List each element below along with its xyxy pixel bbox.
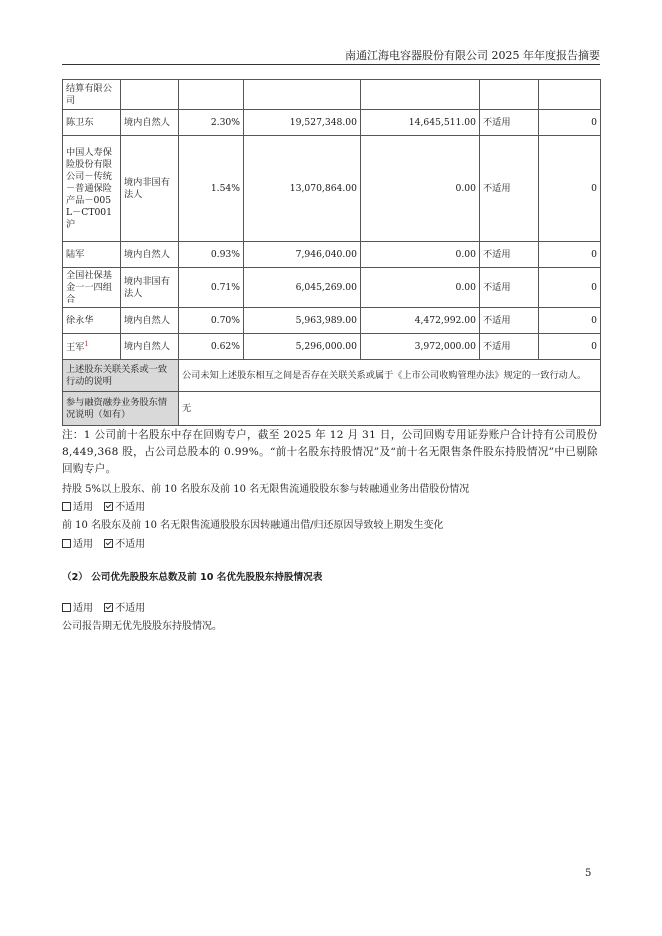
section3-text: 公司报告期无优先股股东持股情况。 [62, 621, 222, 632]
section1-label: 持股 5%以上股东、前 10 名股东及前 10 名无限售流通股股东参与转融通业务出借股份情况 [62, 484, 470, 495]
restricted-shares: 0.00 [361, 136, 480, 242]
table-row [63, 242, 601, 268]
restricted-shares: 14,645,511.00 [361, 110, 480, 136]
shares-held: 5,296,000.00 [244, 334, 361, 360]
shares-held: 6,045,269.00 [244, 268, 361, 308]
table-row [63, 308, 601, 334]
pledge-status: 不适用 [480, 308, 539, 334]
section1-options [62, 500, 600, 516]
holder-name: 结算有限公司 [63, 80, 121, 110]
holder-type: 境内自然人 [121, 308, 179, 334]
pledge-quantity: 0 [539, 334, 601, 360]
section3-title: （2） 公司优先股股东总数及前 10 名优先股股东持股情况表 [62, 572, 323, 583]
section3-options [62, 601, 600, 617]
pledge-quantity: 0 [539, 268, 601, 308]
restricted-shares [361, 80, 480, 110]
holding-pct [179, 80, 244, 110]
restricted-shares: 0.00 [361, 242, 480, 268]
table-row [63, 80, 601, 110]
holder-type: 境内自然人 [121, 110, 179, 136]
checkbox-unchecked-icon [62, 502, 71, 511]
restricted-shares: 4,472,992.00 [361, 308, 480, 334]
footnote: 注：1 公司前十名股东中存在回购专户，截至 2025 年 12 月 31 日，公司回购专用证券账户合计持有公司股份 8,449,368 股，占公司总股本的 0.99%。“前十名股东持股情况”及“前十名无限售条件股东持股情况”中已剔除回购专户。 [62, 429, 598, 475]
section2-options [62, 537, 600, 553]
table-row [63, 334, 601, 360]
pledge-quantity: 0 [539, 110, 601, 136]
option-applicable: 适用 [62, 502, 93, 513]
holding-pct: 2.30% [179, 110, 244, 136]
holder-name: 全国社保基金一一四组合 [63, 268, 121, 308]
pledge-quantity: 0 [539, 136, 601, 242]
restricted-shares: 3,972,000.00 [361, 334, 480, 360]
shares-held: 7,946,040.00 [244, 242, 361, 268]
holder-type [121, 80, 179, 110]
pledge-status: 不适用 [480, 136, 539, 242]
restricted-shares: 0.00 [361, 268, 480, 308]
holder-name: 徐永华 [63, 308, 121, 334]
holding-pct: 0.93% [179, 242, 244, 268]
pledge-status [480, 80, 539, 110]
header-rule [62, 64, 600, 65]
pledge-status: 不适用 [480, 242, 539, 268]
pledge-status: 不适用 [480, 268, 539, 308]
pledge-quantity: 0 [539, 242, 601, 268]
holding-pct: 0.62% [179, 334, 244, 360]
relation-row [63, 360, 601, 392]
holder-type: 境内自然人 [121, 242, 179, 268]
section2-label: 前 10 名股东及前 10 名无限售流通股股东因转融通出借/归还原因导致较上期发生变化 [62, 520, 444, 531]
table-row [63, 136, 601, 242]
holder-name: 中国人寿保险股份有限公司－传统－普通保险产品－005L－CT001 沪 [63, 136, 121, 242]
shares-held: 13,070,864.00 [244, 136, 361, 242]
option-not-applicable: 不适用 [104, 603, 145, 614]
footnote-mark: 1 [84, 340, 89, 349]
relation-label: 上述股东关联关系或一致行动的说明 [63, 360, 179, 392]
holder-name: 陆军 [63, 242, 121, 268]
page-number: 5 [585, 868, 592, 879]
option-applicable: 适用 [62, 603, 93, 614]
holder-name-cell [63, 334, 121, 360]
checkbox-checked-icon [104, 502, 113, 511]
holder-type: 境内非国有法人 [121, 268, 179, 308]
holding-pct: 0.71% [179, 268, 244, 308]
checkbox-checked-icon [104, 603, 113, 612]
shares-held: 19,527,348.00 [244, 110, 361, 136]
margin-row [63, 392, 601, 426]
holding-pct: 0.70% [179, 308, 244, 334]
table-row [63, 110, 601, 136]
margin-text: 无 [179, 392, 601, 426]
checkbox-checked-icon [104, 539, 113, 548]
pledge-quantity: 0 [539, 308, 601, 334]
shares-held [244, 80, 361, 110]
holder-type: 境内非国有法人 [121, 136, 179, 242]
page-header: 南通江海电容器股份有限公司 2025 年年度报告摘要 [345, 49, 600, 62]
option-not-applicable: 不适用 [104, 502, 145, 513]
shares-held: 5,963,989.00 [244, 308, 361, 334]
relation-text: 公司未知上述股东相互之间是否存在关联关系或属于《上市公司收购管理办法》规定的一致行动人。 [179, 360, 601, 392]
shareholders-table [62, 79, 601, 426]
pledge-quantity [539, 80, 601, 110]
holder-name: 王军 [66, 342, 85, 354]
pledge-status: 不适用 [480, 110, 539, 136]
holder-name: 陈卫东 [63, 110, 121, 136]
holder-type: 境内自然人 [121, 334, 179, 360]
checkbox-unchecked-icon [62, 603, 71, 612]
holding-pct: 1.54% [179, 136, 244, 242]
checkbox-unchecked-icon [62, 539, 71, 548]
pledge-status: 不适用 [480, 334, 539, 360]
option-not-applicable: 不适用 [104, 539, 145, 550]
option-applicable: 适用 [62, 539, 93, 550]
margin-label: 参与融资融券业务股东情况说明（如有） [63, 392, 179, 426]
table-row [63, 268, 601, 308]
